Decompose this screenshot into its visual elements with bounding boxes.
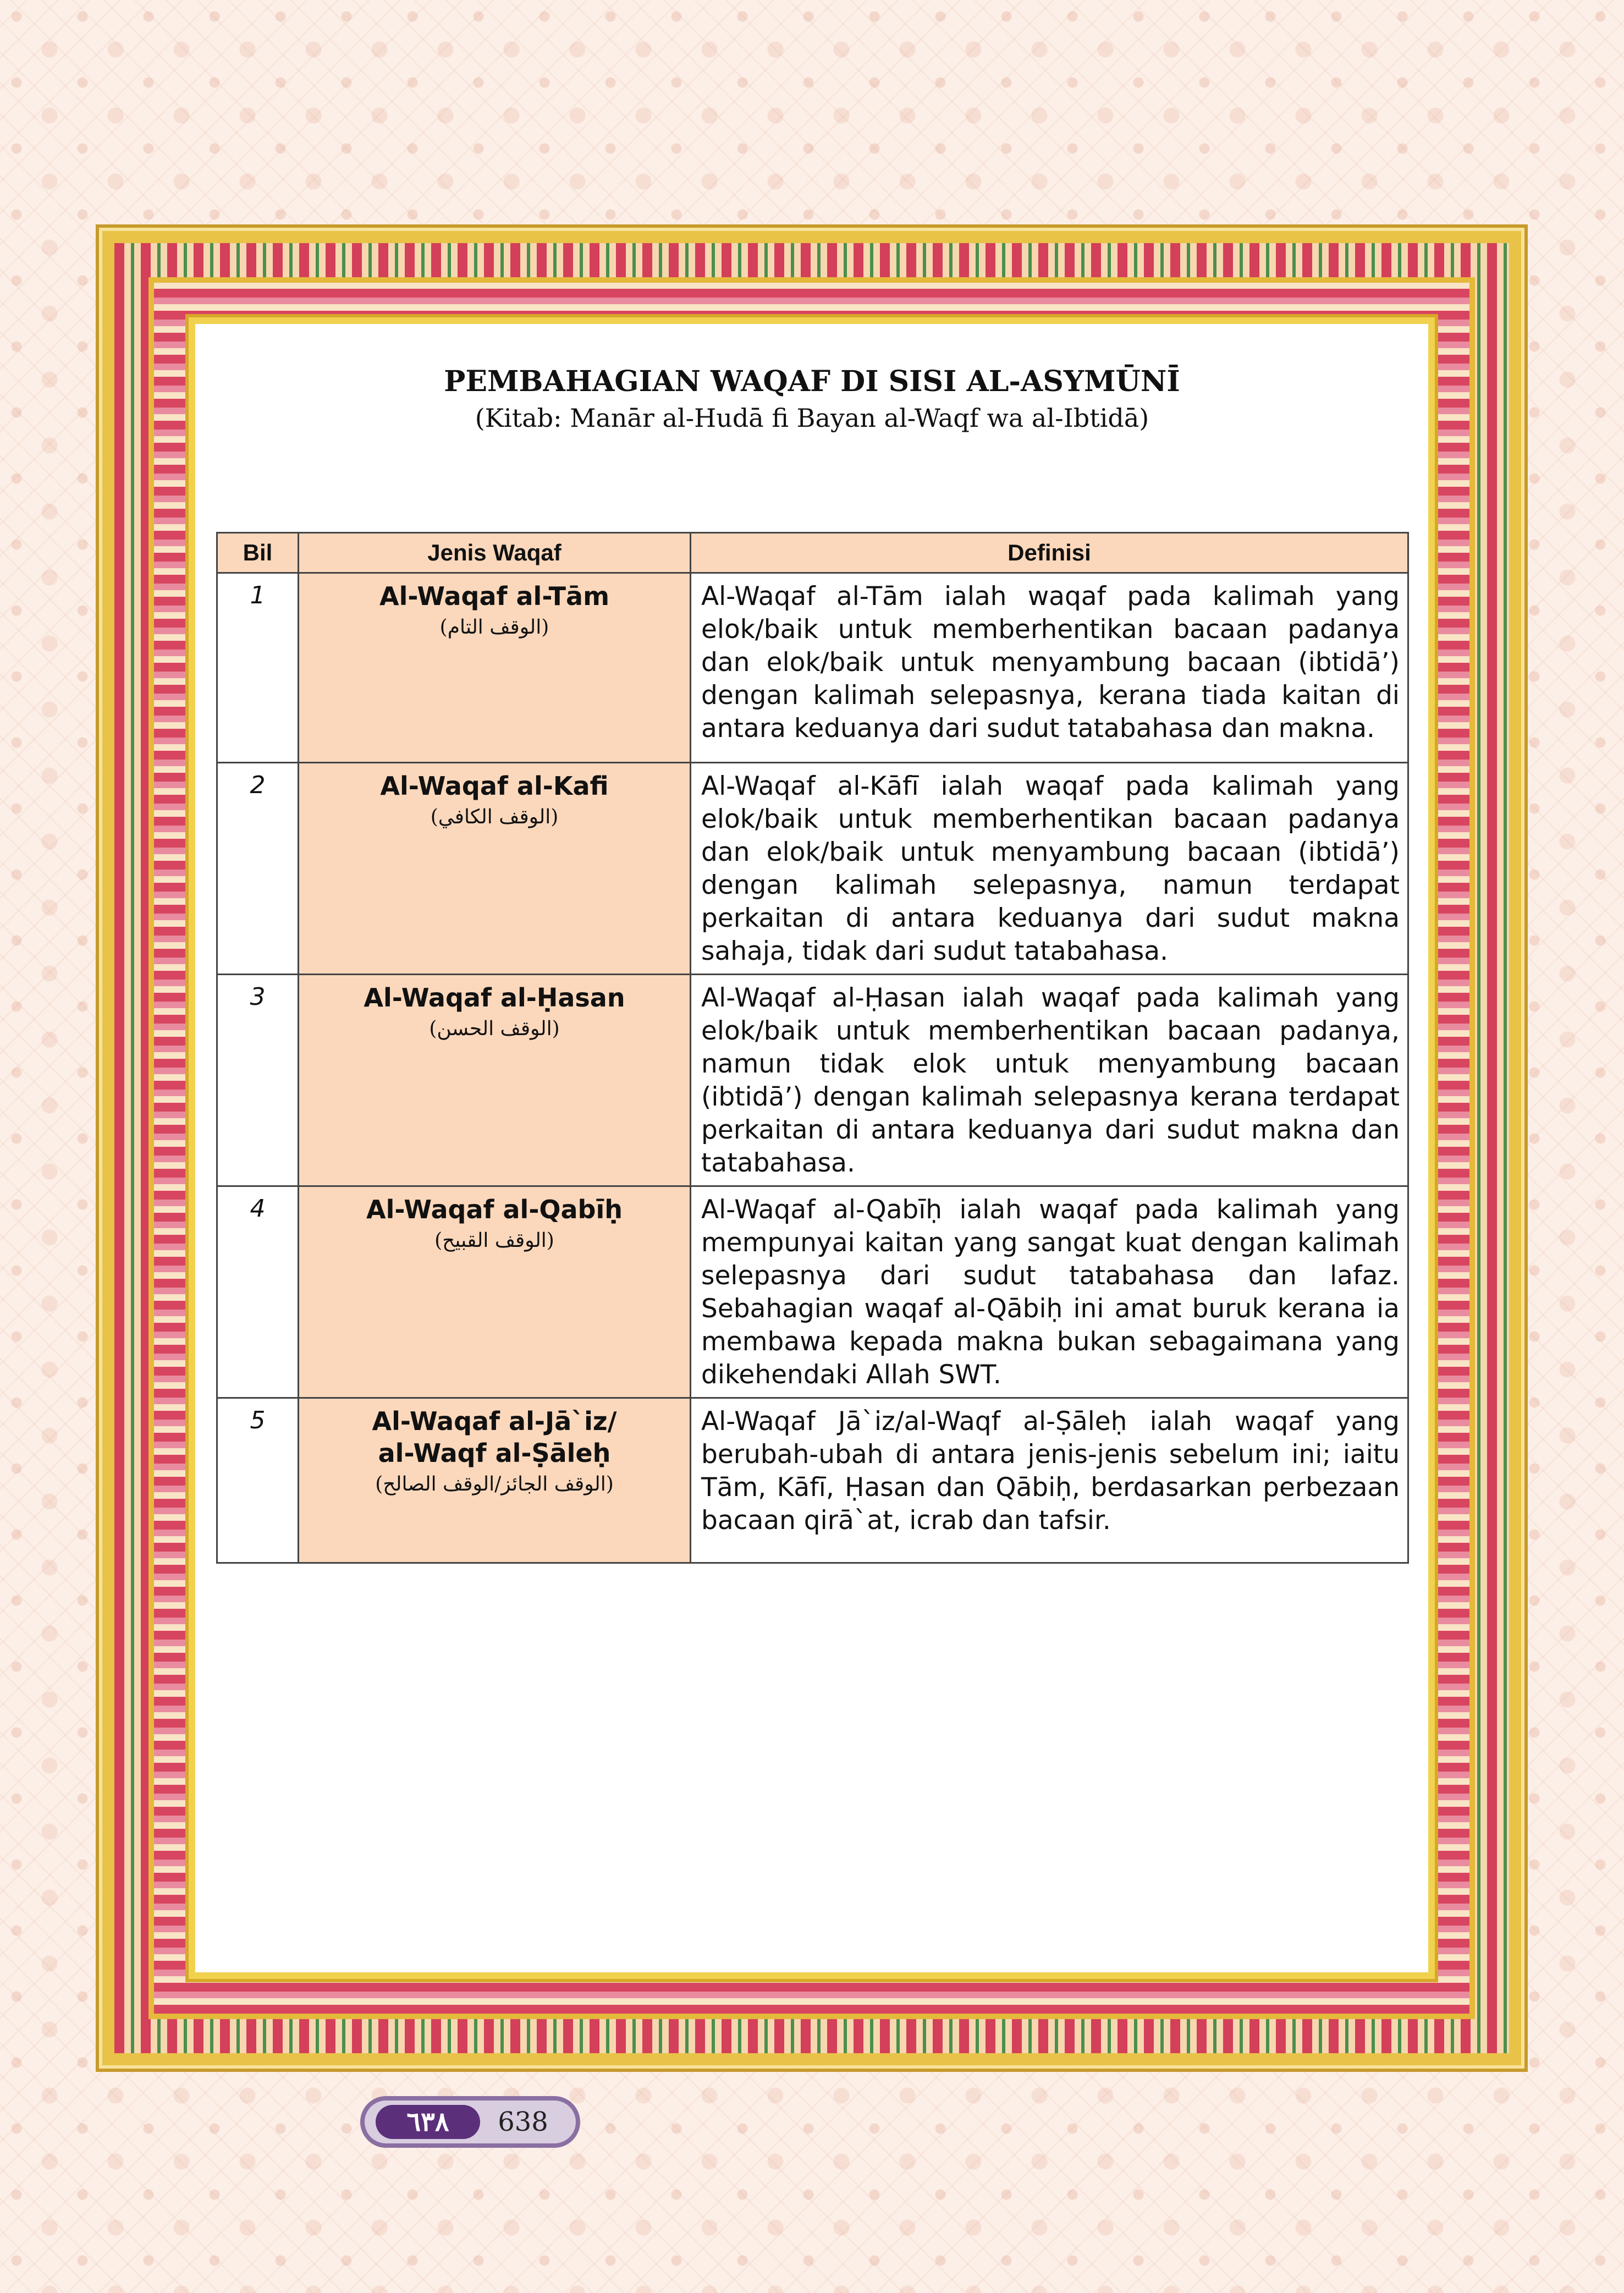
waqaf-definition: Al-Waqaf al-Ḥasan ialah waqaf pada kalimah yang elok/baik untuk memberhentikan bacaan padanya, namun tidak elok untuk menyambung bacaan (ibtidā’) dengan kalimah selepasnya kerana terdapat perkaitan di antara keduanya dari sudut makna dan tatabahasa.: [691, 975, 1408, 1186]
waqaf-type-cell: [299, 975, 691, 1186]
header-jenis-waqaf: Jenis Waqaf: [299, 533, 691, 573]
row-number: 2: [217, 763, 299, 975]
table-row: [217, 1186, 1408, 1398]
row-number: 1: [217, 573, 299, 763]
waqaf-name-line2: al-Waqf al-Ṣāleḥ: [378, 1438, 611, 1468]
page-number-latin: 638: [498, 2107, 548, 2137]
waqaf-definition: Al-Waqaf Jā`iz/al-Waqf al-Ṣāleḥ ialah waqaf yang berubah-ubah di antara jenis-jenis sebelum ini; iaitu Tām, Kāfī, Ḥasan dan Qābiḥ, berdasarkan perbezaan bacaan qirā`at, icrab dan tafsir.: [691, 1398, 1408, 1563]
table-row: [217, 763, 1408, 975]
waqaf-name: Al-Waqaf al-Qabīḥ: [366, 1195, 623, 1224]
table-row: [217, 975, 1408, 1186]
waqaf-type-cell: [299, 763, 691, 975]
waqaf-definition: Al-Waqaf al-Tām ialah waqaf pada kalimah yang elok/baik untuk memberhentikan bacaan padanya dan elok/baik untuk menyambung bacaan (ibtidā’) dengan kalimah selepasnya, kerana tiada kaitan di antara keduanya dari sudut tatabahasa dan makna.: [691, 573, 1408, 763]
waqaf-name: Al-Waqaf al-Tām: [379, 581, 610, 611]
row-number: 3: [217, 975, 299, 1186]
row-number: 4: [217, 1186, 299, 1398]
waqaf-arabic-name: (الوقف الحسن): [429, 1018, 560, 1040]
header-definisi: Definisi: [691, 533, 1408, 573]
waqaf-table: [216, 532, 1409, 1564]
waqaf-definition: Al-Waqaf al-Kāfī ialah waqaf pada kalimah yang elok/baik untuk memberhentikan bacaan padanya dan elok/baik untuk menyambung bacaan (ibtidā’) dengan kalimah selepasnya, namun terdapat perkaitan di antara keduanya dari sudut makna sahaja, tidak dari sudut tatabahasa.: [691, 763, 1408, 975]
table-header-row: [217, 533, 1408, 573]
waqaf-definition: Al-Waqaf al-Qabīḥ ialah waqaf pada kalimah yang mempunyai kaitan yang sangat kuat dengan kalimah selepasnya dari sudut tatabahasa dan lafaz. Sebahagian waqaf al-Qābiḥ ini amat buruk kerana ia membawa kepada makna bukan sebagaimana yang dikehendaki Allah SWT.: [691, 1186, 1408, 1398]
waqaf-name: Al-Waqaf al-Jā`iz/: [372, 1406, 617, 1436]
table-row: [217, 573, 1408, 763]
waqaf-arabic-name: (الوقف الكافي): [430, 806, 559, 828]
waqaf-arabic-name: (الوقف التام): [439, 616, 549, 639]
header-bil: Bil: [217, 533, 299, 573]
row-number: 5: [217, 1398, 299, 1563]
waqaf-type-cell: [299, 573, 691, 763]
table-row: [217, 1398, 1408, 1563]
waqaf-arabic-name: (الوقف الجائز/الوقف الصالح): [375, 1473, 614, 1495]
waqaf-name: Al-Waqaf al-Kafi: [380, 771, 609, 801]
waqaf-type-cell: [299, 1398, 691, 1563]
page-subtitle: (Kitab: Manār al-Hudā fi Bayan al-Waqf wa al-Ibtidā): [475, 403, 1149, 433]
page-number-arabic: ٦٣٨: [376, 2105, 480, 2139]
page-title: PEMBAHAGIAN WAQAF DI SISI AL-ASYMŪNĪ: [444, 365, 1180, 398]
waqaf-type-cell: [299, 1186, 691, 1398]
waqaf-name: Al-Waqaf al-Ḥasan: [364, 983, 625, 1013]
waqaf-arabic-name: (الوقف القبيح): [434, 1229, 554, 1252]
page-number-badge: [360, 2096, 580, 2148]
